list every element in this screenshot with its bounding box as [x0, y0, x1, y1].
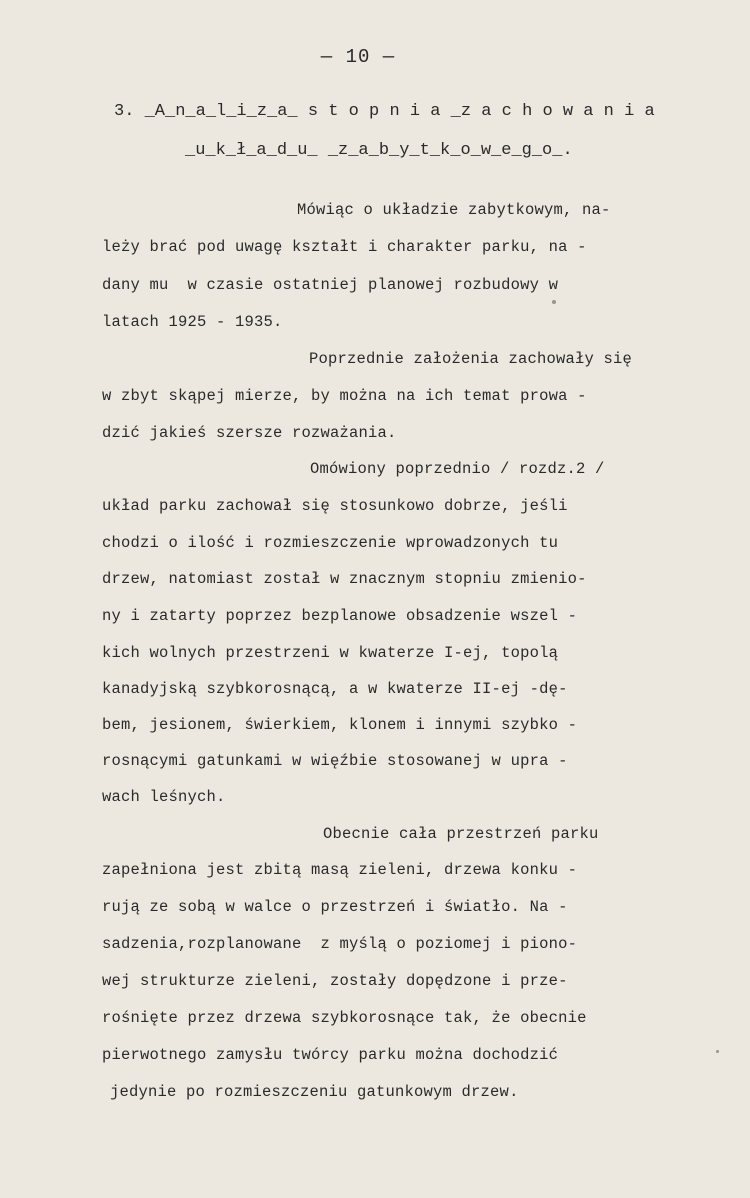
- body-line: Mówiąc o układzie zabytkowym, na-: [297, 201, 611, 219]
- body-line: pierwotnego zamysłu twórcy parku można dochodzić: [102, 1046, 559, 1064]
- body-line: jedynie po rozmieszczeniu gatunkowym drzew.: [110, 1083, 519, 1101]
- body-line: kich wolnych przestrzeni w kwaterze I-ej, topolą: [102, 644, 559, 662]
- page-number: — 10 —: [320, 46, 396, 68]
- body-line: sadzenia,rozplanowane z myślą o poziomej i piono-: [102, 935, 578, 953]
- body-line: ny i zatarty poprzez bezplanowe obsadzenie wszel -: [102, 607, 578, 625]
- body-line: Obecnie cała przestrzeń parku: [323, 825, 599, 843]
- body-line: w zbyt skąpej mierze, by można na ich temat prowa -: [102, 387, 587, 405]
- body-line: wej strukturze zieleni, zostały dopędzone i prze-: [102, 972, 568, 990]
- body-line: zapełniona jest zbitą masą zieleni, drzewa konku -: [102, 861, 578, 879]
- body-line: rują ze sobą w walce o przestrzeń i światło. Na -: [102, 898, 568, 916]
- body-line: układ parku zachował się stosunkowo dobrze, jeśli: [102, 497, 568, 515]
- body-line: Poprzednie założenia zachowały się: [309, 350, 633, 368]
- body-line: rosnącymi gatunkami w więźbie stosowanej w upra -: [102, 752, 568, 770]
- body-line: dany mu w czasie ostatniej planowej rozbudowy w: [102, 276, 559, 294]
- body-line: latach 1925 - 1935.: [102, 313, 283, 331]
- body-line: kanadyjską szybkorosnącą, a w kwaterze II-ej -dę-: [102, 680, 568, 698]
- section-heading-line-2: _u_k_ł_a_d_u_ _z_a_b_y_t_k_o_w_e_g_o_.: [185, 141, 573, 160]
- body-line: rośnięte przez drzewa szybkorosnące tak, że obecnie: [102, 1009, 587, 1027]
- body-line: wach leśnych.: [102, 788, 226, 806]
- body-line: chodzi o ilość i rozmieszczenie wprowadzonych tu: [102, 534, 559, 552]
- section-heading-line-1: 3. _A_n_a_l_i_z_a_ s t o p n i a _z a c h o w a n i a: [114, 102, 655, 121]
- body-line: dzić jakieś szersze rozważania.: [102, 424, 397, 442]
- body-line: Omówiony poprzednio / rozdz.2 /: [310, 460, 605, 478]
- paper-speck: [552, 300, 556, 304]
- body-line: bem, jesionem, świerkiem, klonem i innymi szybko -: [102, 716, 578, 734]
- paper-speck: [716, 1050, 719, 1053]
- body-line: drzew, natomiast został w znacznym stopniu zmienio-: [102, 570, 587, 588]
- body-line: leży brać pod uwagę kształt i charakter parku, na -: [102, 238, 587, 256]
